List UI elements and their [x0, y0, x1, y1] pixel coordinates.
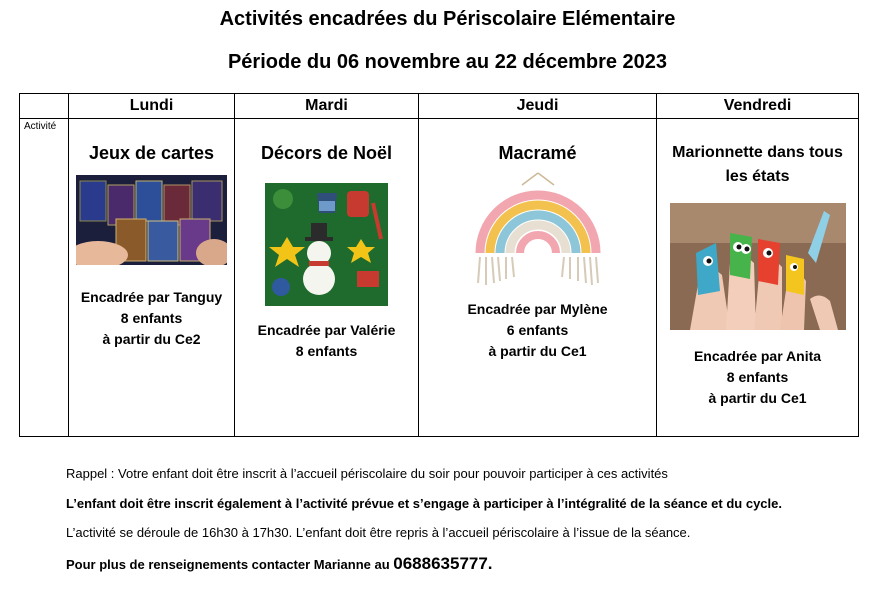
day-header-friday: Vendredi — [657, 94, 859, 119]
commitment-note: L’enfant doit être inscrit également à l’activité prévue et s’engage à participer à l’intégralité de la séance et du cycle. — [66, 496, 782, 511]
activity-info — [69, 287, 234, 350]
reminder-note: Rappel : Votre enfant doit être inscrit à l’accueil périscolaire du soir pour pouvoir participer à ces activités — [66, 466, 668, 481]
activity-level: à partir du Ce2 — [102, 331, 201, 347]
activity-capacity: 8 enfants — [120, 310, 183, 326]
christmas-decorations-photo — [265, 183, 388, 306]
activity-row — [20, 119, 859, 437]
activity-title: Décors de Noël — [260, 143, 393, 163]
phone-number: 0688635777. — [393, 554, 493, 573]
activity-capacity: 6 enfants — [506, 322, 569, 338]
activity-info — [657, 346, 858, 409]
activity-lead: Encadrée par Valérie — [257, 322, 396, 338]
activity-title: Marionnette dans tous les états — [672, 144, 843, 185]
activity-info — [419, 299, 656, 362]
activity-cell-monday — [69, 119, 235, 437]
activity-capacity: 8 enfants — [295, 343, 358, 359]
activity-title: Jeux de cartes — [88, 143, 215, 163]
contact-line — [66, 554, 493, 574]
activity-lead: Encadrée par Anita — [693, 348, 822, 364]
schedule-note: L’activité se déroule de 16h30 à 17h30. L’enfant doit être repris à l’accueil périscolaire à l’issue de la séance. — [66, 525, 691, 540]
activity-lead: Encadrée par Mylène — [467, 301, 608, 317]
corner-header-cell — [20, 94, 69, 119]
page-title: Activités encadrées du Périscolaire Elémentaire — [219, 8, 676, 30]
contact-text: Pour plus de renseignements contacter Marianne au — [66, 557, 394, 572]
day-header-thursday: Jeudi — [419, 94, 657, 119]
activity-cell-thursday — [419, 119, 657, 437]
activity-capacity: 8 enfants — [726, 369, 789, 385]
finger-puppets-photo — [670, 203, 846, 330]
activity-cell-friday — [657, 119, 859, 437]
activity-info — [235, 320, 418, 362]
activity-level: à partir du Ce1 — [708, 390, 807, 406]
header-row — [20, 94, 859, 119]
trading-cards-photo — [76, 175, 227, 265]
row-label-activite: Activité — [20, 119, 69, 437]
activity-cell-tuesday — [235, 119, 419, 437]
period-subtitle: Période du 06 novembre au 22 décembre 2023 — [227, 51, 668, 73]
activity-title: Macramé — [498, 143, 577, 163]
activity-lead: Encadrée par Tanguy — [80, 289, 223, 305]
macrame-rainbow-photo — [472, 171, 604, 289]
day-header-tuesday: Mardi — [235, 94, 419, 119]
day-header-monday: Lundi — [69, 94, 235, 119]
activities-table — [19, 93, 859, 437]
activity-level: à partir du Ce1 — [488, 343, 587, 359]
